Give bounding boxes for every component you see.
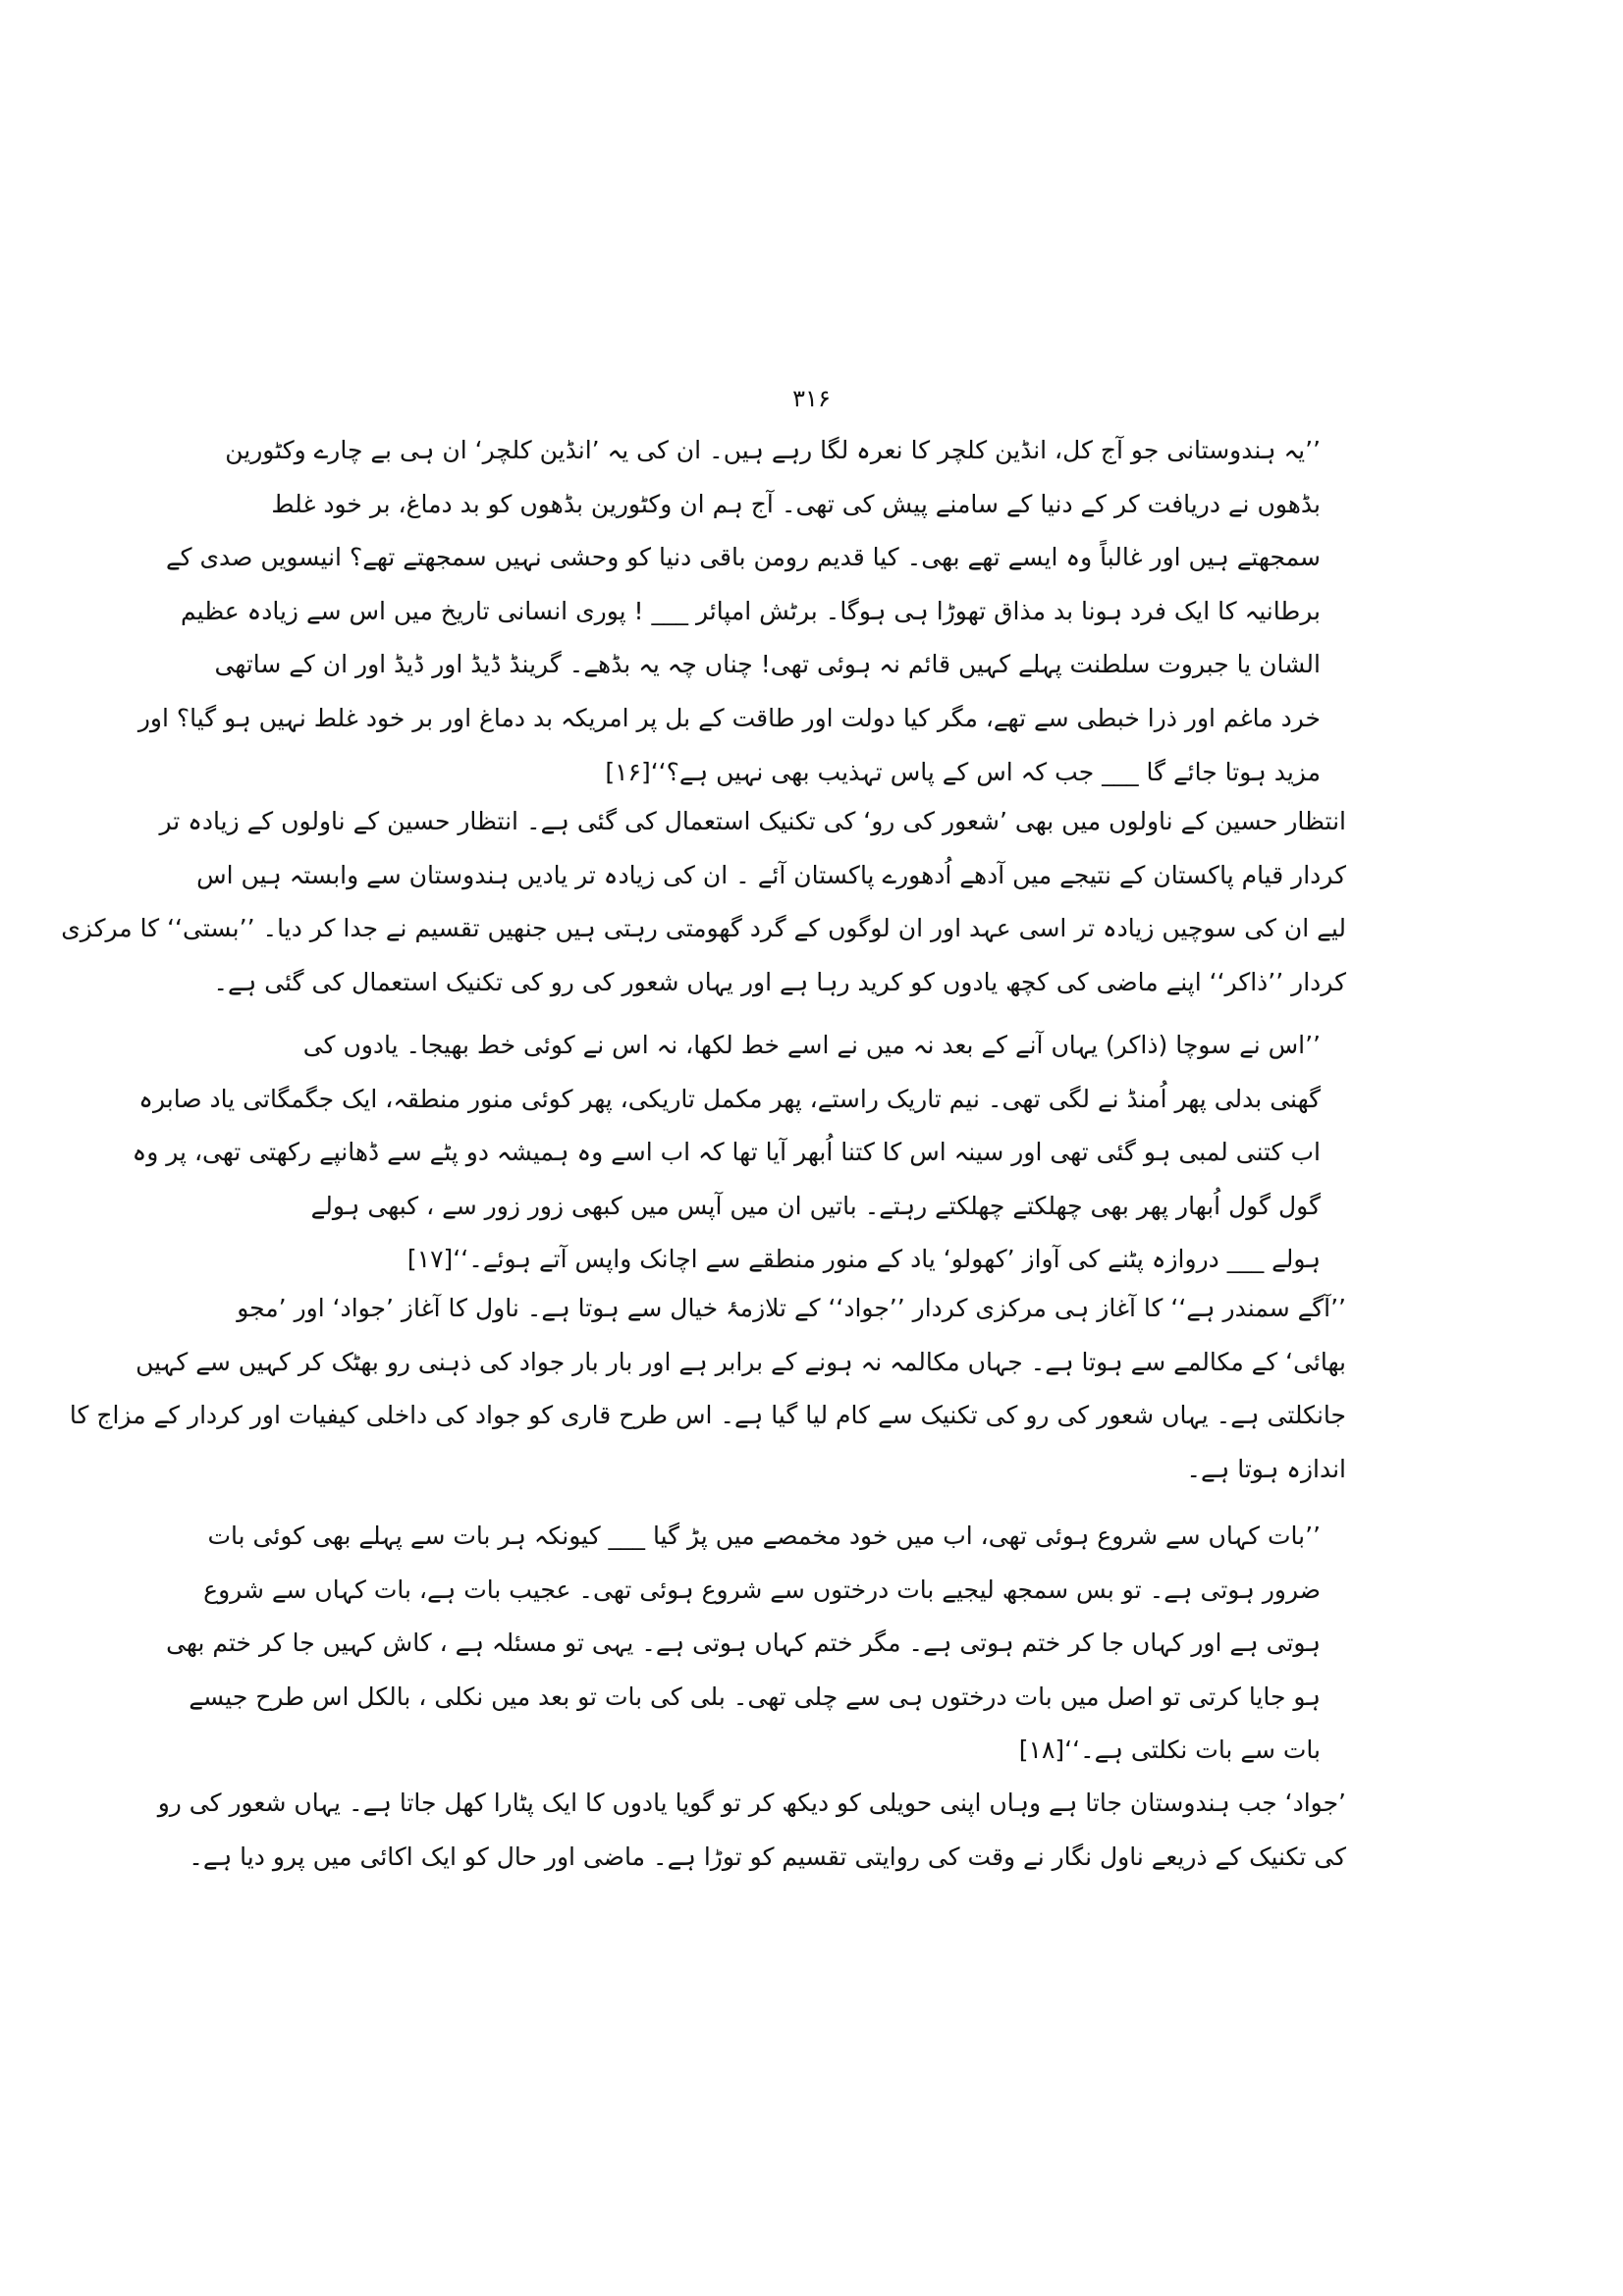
text-line: گول گول اُبھار پھر بھی چھلکتے چھلکتے رہتے۔ باتیں ان میں آپس میں کبھی زور زور سے ، کبھی ہولے [310, 1191, 1321, 1220]
quote-block [137, 424, 1321, 799]
body-paragraph [157, 1777, 1346, 1884]
text-line: برطانیہ کا ایک فرد ہونا بد مذاق تھوڑا ہی ہوگا۔ برٹش امپائر ___ ! پوری انسانی تاریخ میں اس سے زیادہ عظیم [181, 596, 1321, 625]
body-paragraph [61, 795, 1346, 1009]
text-line: گھنی بدلی پھر اُمنڈ نے لگی تھی۔ نیم تاریک راستے، پھر مکمل تاریکی، پھر کوئی منور منطقہ، ایک جگمگاتی یاد صابرہ [138, 1084, 1321, 1113]
text-line: الشان یا جبروت سلطنت پہلے کہیں قائم نہ ہوئی تھی! چناں چہ یہ بڈھے۔ گرینڈ ڈیڈ اور ڈیڈ اور ان کے ساتھی [214, 650, 1321, 679]
text-line: بڈھوں نے دریافت کر کے دنیا کے سامنے پیش کی تھی۔ آج ہم ان وکٹورین بڈھوں کو بد دماغ، بر خود غلط [271, 489, 1321, 518]
text-line: ہو جایا کرتی تو اصل میں بات درختوں ہی سے چلی تھی۔ بلی کی بات تو بعد میں نکلی ، بالکل اس طرح جیسے [189, 1682, 1321, 1711]
text-line: بھائی‘ کے مکالمے سے ہوتا ہے۔ جہاں مکالمہ نہ ہونے کے برابر ہے اور بار بار جواد کی ذہنی رو بھٹک کر کہیں سے کہیں [135, 1347, 1346, 1376]
text-line: ’’یہ ہندوستانی جو آج کل، انڈین کلچر کا نعرہ لگا رہے ہیں۔ ان کی یہ ’انڈین کلچر‘ ان ہی بے چارے وکٹورین [225, 436, 1321, 464]
text-line: ہوتی ہے اور کہاں جا کر ختم ہوتی ہے۔ مگر ختم کہاں ہوتی ہے۔ یہی تو مسئلہ ہے ، کاش کہیں جا کر ختم بھی [166, 1629, 1321, 1658]
text-line: بات سے بات نکلتی ہے۔‘‘[۱۸] [1018, 1735, 1321, 1765]
page-number: ۳۱۶ [792, 385, 831, 412]
text-line: اندازہ ہوتا ہے۔ [1186, 1454, 1346, 1483]
text-line: کردار قیام پاکستان کے نتیجے میں آدھے اُدھورے پاکستان آئے ۔ ان کی زیادہ تر یادیں ہندوستان سے وابستہ ہیں اس [196, 860, 1346, 889]
text-line: لیے ان کی سوچیں زیادہ تر اسی عہد اور ان لوگوں کے گرد گھومتی رہتی ہیں جنھیں تقسیم نے جدا کر دیا۔ ’’بستی‘‘ کا مرکزی [61, 914, 1346, 943]
text-line: اب کتنی لمبی ہو گئی تھی اور سینہ اس کا کتنا اُبھر آیا تھا کہ اب اسے وہ ہمیشہ دو پٹے سے ڈھانپے رکھتی تھی، پر وہ [132, 1138, 1321, 1167]
quote-block [166, 1510, 1321, 1778]
text-line: ’’بات کہاں سے شروع ہوئی تھی، اب میں خود مخمصے میں پڑ گیا ___ کیونکہ ہر بات سے پہلے بھی کوئی بات [207, 1522, 1321, 1550]
text-line: ہولے ___ دروازہ پٹنے کی آواز ’کھولو‘ یاد کے منور منطقے سے اچانک واپس آتے ہوئے۔‘‘[۱۷] [406, 1245, 1321, 1274]
text-line: ضرور ہوتی ہے۔ تو بس سمجھ لیجیے بات درختوں سے شروع ہوئی تھی۔ عجیب بات ہے، بات کہاں سے شروع [203, 1575, 1321, 1604]
text-line: ’’اس نے سوچا (ذاکر) یہاں آنے کے بعد نہ میں نے اسے خط لکھا، نہ اس نے کوئی خط بھیجا۔ یادوں کی [302, 1031, 1321, 1059]
quote-block [132, 1019, 1321, 1287]
text-line: ’جواد‘ جب ہندوستان جاتا ہے وہاں اپنی حویلی کو دیکھ کر تو گویا یادوں کا ایک پٹارا کھل جاتا ہے۔ یہاں شعور کی رو [157, 1789, 1346, 1817]
text-line: جانکلتی ہے۔ یہاں شعور کی رو کی تکنیک سے کام لیا گیا ہے۔ اس طرح قاری کو جواد کی داخلی کیفیات اور کردار کے مزاج کا [69, 1401, 1346, 1430]
text-line: خرد ماغم اور ذرا خبطی سے تھے، مگر کیا دولت اور طاقت کے بل پر امریکہ بد دماغ اور بر خود غلط نہیں ہو گیا؟ اور [137, 703, 1321, 732]
text-line: ’’آگے سمندر ہے‘‘ کا آغاز ہی مرکزی کردار ’’جواد‘‘ کے تلازمۂ خیال سے ہوتا ہے۔ ناول کا آغاز ’جواد‘ اور ’مجو [237, 1294, 1346, 1322]
body-paragraph [69, 1282, 1346, 1496]
text-line: مزید ہوتا جائے گا ___ جب کہ اس کے پاس تہذیب بھی نہیں ہے؟‘‘[۱۶] [605, 757, 1321, 786]
text-line: کردار ’’ذاکر‘‘ اپنے ماضی کی کچھ یادوں کو کرید رہا ہے اور یہاں شعور کی رو کی تکنیک استعمال کی گئی ہے۔ [213, 967, 1346, 996]
text-line: انتظار حسین کے ناولوں میں بھی ’شعور کی رو‘ کی تکنیک استعمال کی گئی ہے۔ انتظار حسین کے ناولوں کے زیادہ تر [159, 807, 1346, 835]
text-line: سمجھتے ہیں اور غالباً وہ ایسے تھے بھی۔ کیا قدیم رومن باقی دنیا کو وحشی نہیں سمجھتے تھے؟ انیسویں صدی کے [165, 543, 1321, 572]
text-line: کی تکنیک کے ذریعے ناول نگار نے وقت کی روایتی تقسیم کو توڑا ہے۔ ماضی اور حال کو ایک اکائی میں پرو دیا ہے۔ [189, 1842, 1346, 1871]
